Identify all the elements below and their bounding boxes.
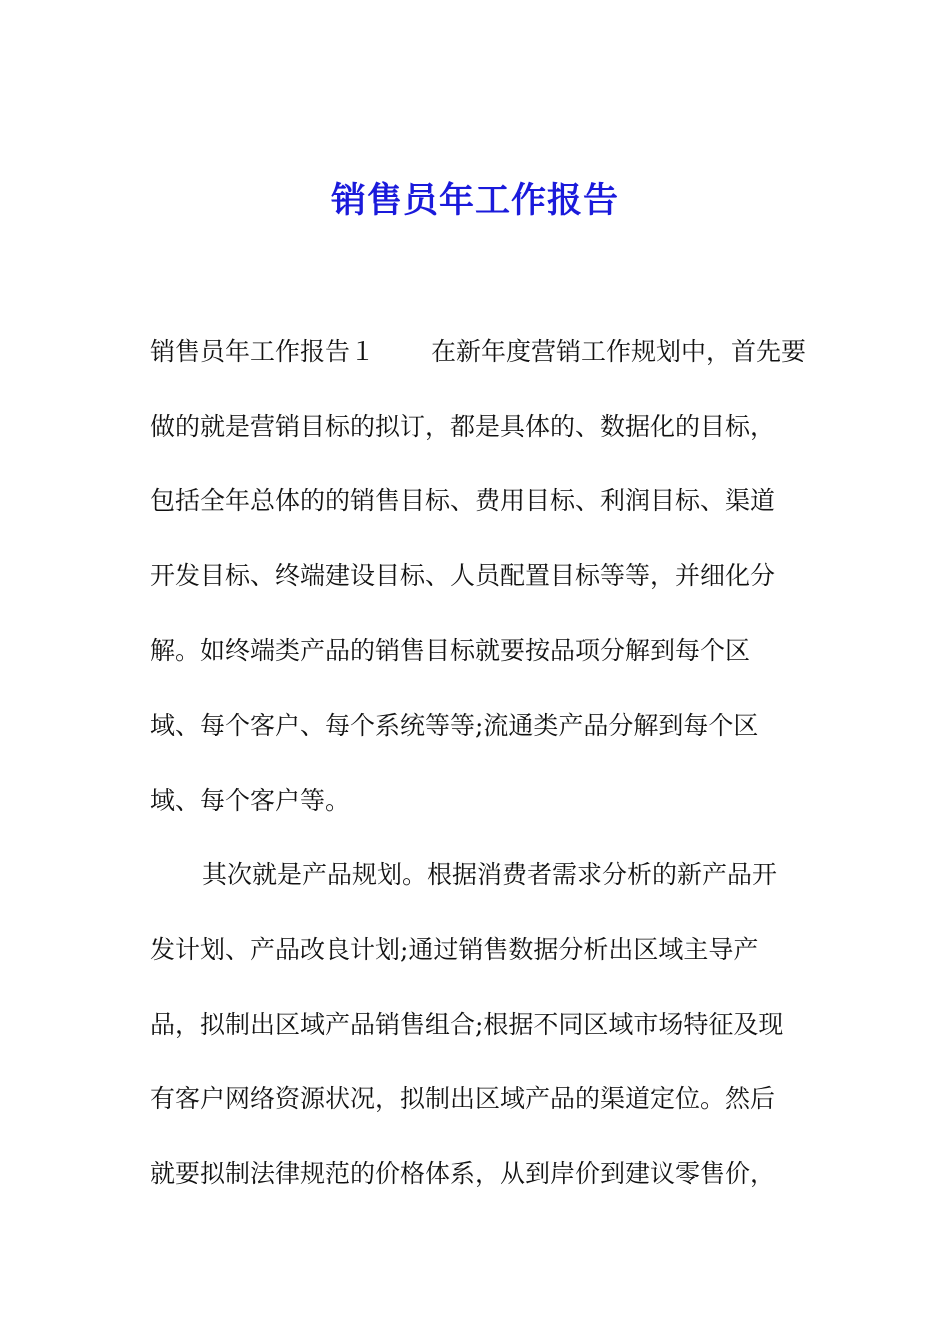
document-title: 销售员年工作报告 — [330, 181, 619, 221]
paragraph-2-line-4: 有客户网络资源状况，拟制出区域产品的渠道定位。然后 — [150, 1084, 776, 1113]
paragraph-1-line-7: 域、每个客户等。 — [150, 786, 351, 815]
paragraph-1-line-3: 包括全年总体的的销售目标、费用目标、利润目标、渠道 — [150, 486, 776, 515]
report-heading: 销售员年工作报告１ — [150, 337, 376, 366]
paragraph-1-text-1: 在新年度营销工作规划中，首先要 — [431, 337, 807, 366]
paragraph-1-line-4: 开发目标、终端建设目标、人员配置目标等等，并细化分 — [150, 561, 776, 590]
paragraph-2-line-3: 品，拟制出区域产品销售组合;根据不同区域市场特征及现 — [150, 1010, 784, 1039]
paragraph-1-line-5: 解。如终端类产品的销售目标就要按品项分解到每个区 — [150, 636, 751, 665]
paragraph-2-line-5: 就要拟制法律规范的价格体系，从到岸价到建议零售价， — [150, 1159, 776, 1188]
paragraph-2-line-2: 发计划、产品改良计划;通过销售数据分析出区域主导产 — [150, 935, 759, 964]
paragraph-1-line-1 — [150, 332, 806, 372]
paragraph-1-line-2: 做的就是营销目标的拟订，都是具体的、数据化的目标， — [150, 412, 776, 441]
paragraph-2-line-1 — [150, 855, 777, 895]
paragraph-1-line-6: 域、每个客户、每个系统等等;流通类产品分解到每个区 — [150, 711, 759, 740]
paragraph-2-text-1: 其次就是产品规划。根据消费者需求分析的新产品开 — [202, 860, 778, 889]
